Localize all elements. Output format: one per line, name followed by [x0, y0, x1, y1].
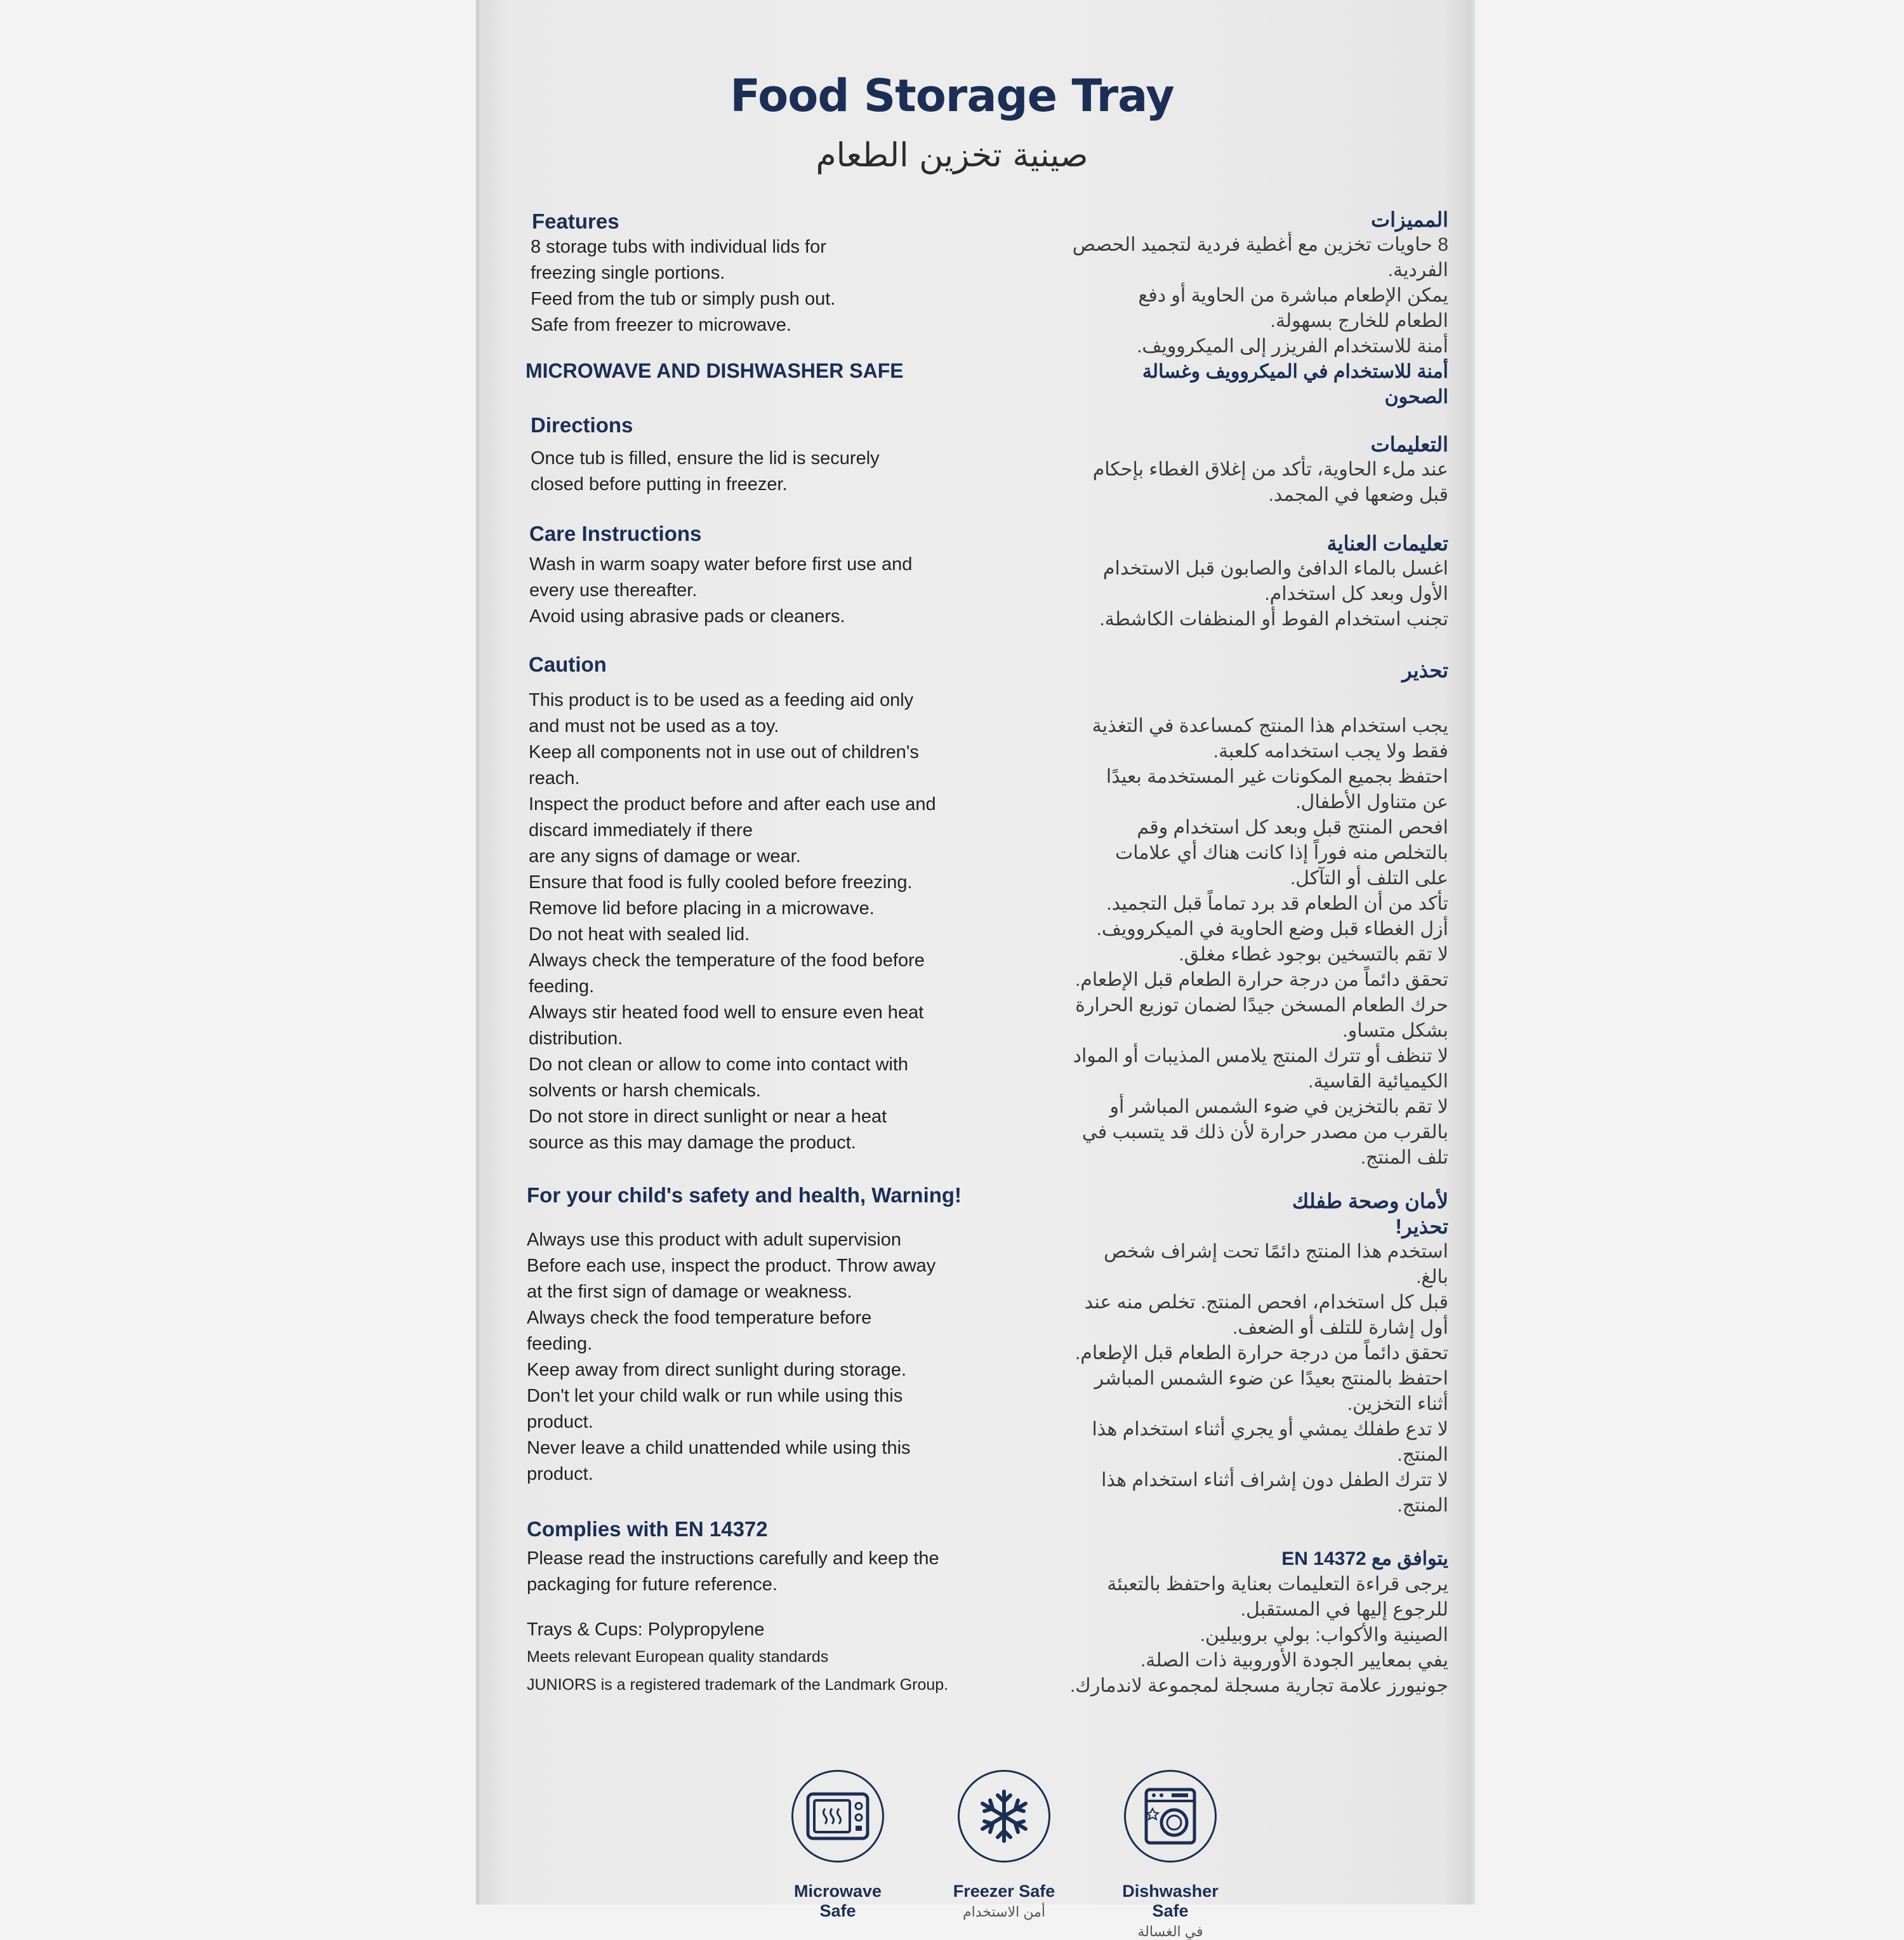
dishwasher-safe-label-ar: في الغسالة [1137, 1923, 1203, 1939]
en-caution-line: and must not be used as a toy. [529, 716, 779, 736]
microwave-safe-label: Microwave Safe [793, 1882, 882, 1920]
en-care-line: Wash in warm soapy water before first use and [529, 554, 913, 575]
ar-features-line: الفردية. [1387, 260, 1448, 281]
en-caution-line: Ensure that food is fully cooled before freezing. [529, 872, 913, 893]
package-edge-right [1471, 0, 1475, 1904]
ar-features-line: 8 حاويات تخزين مع أغطية فردية لتجميد الحصص [1072, 234, 1448, 255]
ar-complies-line: جونيورز علامة تجارية مسجلة لمجموعة لاندمارك. [1069, 1675, 1448, 1696]
en-features-line: Feed from the tub or simply push out. [531, 289, 836, 309]
ar-caution-line: لا تقم بالتخزين في ضوء الشمس المباشر أو [1109, 1096, 1448, 1117]
ar-caution-line: حرك الطعام المسخن جيدًا لضمان توزيع الحرارة [1075, 995, 1448, 1016]
ar-directions-heading: التعليمات [1370, 433, 1448, 456]
en-features-line: Safe from freezer to microwave. [531, 315, 791, 335]
en-warning-line: Always check the food temperature before [527, 1308, 872, 1328]
dishwasher-safe-badge [1113, 1770, 1227, 1940]
en-caution-line: This product is to be used as a feeding aid only [529, 690, 914, 710]
microwave-safe-badge [781, 1770, 895, 1921]
en-features-line: 8 storage tubs with individual lids for [531, 237, 826, 257]
ar-warning-line: استخدم هذا المنتج دائمًا تحت إشراف شخص [1104, 1241, 1448, 1262]
en-caution-line: are any signs of damage or wear. [529, 846, 801, 867]
en-warning-line: feeding. [527, 1334, 593, 1354]
ar-caution-line: فقط ولا يجب استخدامه كلعبة. [1213, 741, 1448, 762]
ar-warning-line: تحقق دائماً من درجة حرارة الطعام قبل الإطعام. [1074, 1343, 1448, 1364]
en-directions-line: closed before putting in freezer. [531, 474, 788, 495]
ar-caution-line: احتفظ بجميع المكونات غير المستخدمة بعيدًا [1106, 766, 1448, 787]
ar-complies-line: يفي بمعايير الجودة الأوروبية ذات الصلة. [1140, 1650, 1448, 1671]
en-warning-line: Always use this product with adult supervision [527, 1230, 901, 1250]
en-caution-line: Do not store in direct sunlight or near a heat [529, 1106, 887, 1127]
en-safe-heading: MICROWAVE AND DISHWASHER SAFE [526, 359, 904, 382]
en-safe-section [526, 358, 1008, 384]
freezer-safe-label-ar: أمن الاستخدام [963, 1904, 1045, 1920]
en-complies-section [526, 1516, 1008, 1698]
ar-features-line: الطعام للخارج بسهولة. [1270, 310, 1448, 331]
ar-warning-line: أول إشارة للتلف أو الضعف. [1232, 1317, 1448, 1338]
en-caution-line: Remove lid before placing in a microwave. [529, 898, 875, 919]
en-caution-line: Always check the temperature of the food before [529, 950, 925, 971]
ar-care-line: تجنب استخدام الفوط أو المنظفات الكاشطة. [1099, 609, 1448, 630]
ar-features-section [1009, 207, 1448, 410]
ar-warning-line: قبل كل استخدام، افحص المنتج. تخلص منه عند [1084, 1292, 1448, 1313]
en-caution-line: source as this may damage the product. [529, 1133, 856, 1153]
ar-warning-heading: لأمان وصحة طفلك [1292, 1190, 1448, 1212]
en-trademark: JUNIORS is a registered trademark of the Landmark Group. [527, 1676, 949, 1694]
en-warning-section [526, 1182, 1008, 1487]
ar-directions-line: قبل وضعها في المجمد. [1268, 484, 1448, 505]
ar-complies-line: يرجى قراءة التعليمات بعناية واحتفظ بالتعبئة [1107, 1574, 1448, 1595]
ar-caution-line: الكيميائية القاسية. [1308, 1071, 1448, 1092]
ar-complies-section [1009, 1546, 1448, 1699]
en-features-heading: Features [532, 209, 619, 233]
ar-caution-line: بالقرب من مصدر حرارة لأن ذلك قد يتسبب في [1081, 1122, 1448, 1143]
ar-warning-line: المنتج. [1397, 1495, 1448, 1516]
en-caution-section [526, 651, 1008, 1156]
en-complies-heading: Complies with EN 14372 [527, 1517, 768, 1541]
ar-caution-heading: تحذير [1402, 659, 1448, 682]
en-features-section [526, 208, 1008, 338]
en-caution-line: feeding. [529, 976, 595, 997]
en-caution-line: Keep all components not in use out of children's [529, 742, 919, 762]
en-caution-line: solvents or harsh chemicals. [529, 1080, 761, 1101]
en-warning-line: Never leave a child unattended while using this [527, 1438, 911, 1458]
ar-care-heading: تعليمات العناية [1326, 532, 1448, 555]
ar-features-heading: المميزات [1371, 208, 1448, 231]
en-complies-line: Please read the instructions carefully and keep the [527, 1548, 939, 1569]
product-title-arabic: صينية تخزين الطعام [816, 136, 1088, 175]
ar-caution-line: يجب استخدام هذا المنتج كمساعدة في التغذية [1092, 715, 1448, 736]
ar-warning-line: لا تترك الطفل دون إشراف أثناء استخدام هذا [1101, 1470, 1448, 1491]
ar-safe-line: الصحون [1384, 387, 1448, 408]
en-caution-line: Inspect the product before and after each use and [529, 794, 936, 814]
en-caution-heading: Caution [529, 653, 607, 676]
en-warning-line: Keep away from direct sunlight during storage. [527, 1360, 907, 1380]
ar-warning-line: احتفظ بالمنتج بعيدًا عن ضوء الشمس المباشر [1094, 1368, 1448, 1389]
freezer-safe-label: Freezer Safe [953, 1882, 1055, 1901]
ar-caution-line: لا تنظف أو تترك المنتج يلامس المذيبات أو المواد [1073, 1046, 1448, 1066]
en-care-heading: Care Instructions [529, 522, 702, 545]
ar-caution-line: أزل الغطاء قبل وضع الحاوية في الميكروويف. [1096, 919, 1448, 940]
en-caution-line: discard immediately if there [529, 820, 753, 840]
ar-warning-line: لا تدع طفلك يمشي أو يجري أثناء استخدام هذا [1092, 1419, 1448, 1440]
ar-warning-heading: تحذير! [1395, 1215, 1448, 1238]
ar-warning-section [1009, 1188, 1448, 1518]
ar-care-section [1009, 531, 1448, 632]
freezer-safe-badge [947, 1770, 1061, 1920]
ar-caution-section [1009, 658, 1448, 1171]
ar-care-line: الأول وبعد كل استخدام. [1264, 583, 1448, 604]
ar-warning-line: المنتج. [1397, 1444, 1448, 1465]
snowflake-icon [958, 1770, 1050, 1863]
en-caution-line: reach. [529, 768, 580, 788]
en-caution-line: Do not heat with sealed lid. [529, 924, 750, 945]
safety-icons-row [781, 1770, 1225, 1939]
en-warning-line: Don't let your child walk or run while using this [527, 1386, 903, 1406]
en-warning-line: product. [527, 1412, 593, 1432]
ar-caution-line: تلف المنتج. [1360, 1147, 1448, 1168]
en-warning-line: product. [527, 1464, 593, 1484]
en-warning-line: at the first sign of damage or weakness. [527, 1282, 852, 1302]
ar-caution-line: بالتخلص منه فوراً إذا كانت هناك أي علامات [1114, 842, 1448, 863]
ar-warning-line: أثناء التخزين. [1347, 1393, 1448, 1414]
ar-care-line: اغسل بالماء الدافئ والصابون قبل الاستخدام [1102, 558, 1448, 579]
product-title: Food Storage Tray [730, 70, 1174, 122]
en-caution-line: Always stir heated food well to ensure even heat [529, 1002, 924, 1023]
ar-caution-line: تحقق دائماً من درجة حرارة الطعام قبل الإطعام. [1074, 969, 1448, 990]
en-caution-line: Do not clean or allow to come into contact with [529, 1054, 909, 1075]
en-features-line: freezing single portions. [531, 263, 725, 283]
ar-caution-line: على التلف أو التآكل. [1290, 868, 1448, 889]
en-warning-line: Before each use, inspect the product. Throw away [527, 1256, 936, 1276]
ar-caution-line: افحص المنتج قبل وبعد كل استخدام وقم [1137, 817, 1448, 838]
en-care-line: Avoid using abrasive pads or cleaners. [529, 606, 845, 627]
en-warning-heading: For your child's safety and health, Warning! [527, 1183, 962, 1207]
ar-features-line: أمنة للاستخدام الفريزر إلى الميكروويف. [1137, 336, 1448, 357]
en-care-section [526, 521, 1008, 630]
ar-caution-line: عن متناول الأطفال. [1295, 792, 1448, 813]
en-caution-line: distribution. [529, 1028, 623, 1049]
ar-directions-section [1009, 432, 1448, 508]
ar-warning-line: بالغ. [1416, 1266, 1448, 1287]
ar-caution-line: بشكل متساو. [1342, 1020, 1448, 1041]
ar-complies-line: للرجوع إليها في المستقبل. [1240, 1599, 1448, 1620]
ar-caution-line: تأكد من أن الطعام قد برد تماماً قبل التجميد. [1106, 893, 1448, 914]
ar-directions-line: عند ملء الحاوية، تأكد من إغلاق الغطاء بإحكام [1092, 459, 1448, 480]
dishwasher-icon [1124, 1770, 1217, 1863]
ar-safe-line: أمنة للاستخدام في الميكروويف وغسالة [1142, 361, 1448, 382]
ar-complies-line: الصينية والأكواب: بولي بروبيلين. [1200, 1624, 1448, 1645]
ar-features-line: يمكن الإطعام مباشرة من الحاوية أو دفع [1138, 285, 1448, 306]
en-directions-line: Once tub is filled, ensure the lid is securely [531, 448, 880, 468]
en-complies-line: packaging for future reference. [527, 1574, 777, 1595]
en-directions-section [526, 412, 1008, 498]
en-standards: Meets relevant European quality standards [527, 1648, 829, 1666]
en-care-line: every use thereafter. [529, 580, 697, 601]
ar-caution-line: لا تقم بالتسخين بوجود غطاء مغلق. [1179, 944, 1448, 965]
ar-complies-heading: يتوافق مع EN 14372 [1281, 1548, 1448, 1569]
dishwasher-safe-label: Dishwasher Safe [1122, 1882, 1219, 1920]
en-material: Trays & Cups: Polypropylene [527, 1619, 765, 1640]
microwave-icon [791, 1770, 884, 1863]
en-directions-heading: Directions [531, 413, 633, 437]
